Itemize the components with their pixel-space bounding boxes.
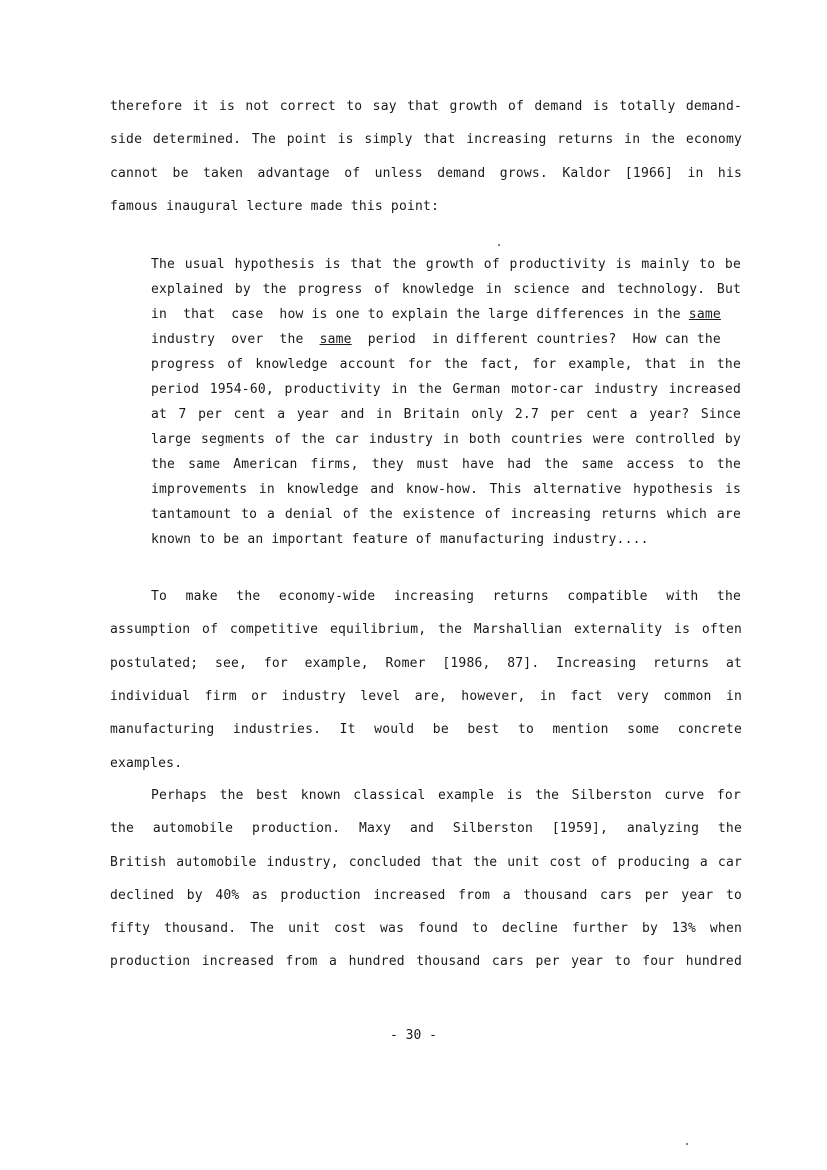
paragraph3-line: declined by 40% as production increased from a thousand cars per year to [110,888,742,903]
paragraph3-line: the automobile production. Maxy and Silberston [1959], analyzing the [110,821,742,836]
quote-line: explained by the progress of knowledge in science and technology. But [151,282,741,297]
quote-line: The usual hypothesis is that the growth of productivity is mainly to be [151,257,741,272]
paragraph3-line: fifty thousand. The unit cost was found to decline further by 13% when [110,921,742,936]
paragraph2-line: To make the economy-wide increasing returns compatible with the [151,589,741,604]
quote-line: known to be an important feature of manufacturing industry.... [151,532,649,547]
quote-line: the same American firms, they must have had the same access to the [151,457,741,472]
page-number: - 30 - [390,1028,437,1043]
paragraph1-line: side determined. The point is simply that increasing returns in the economy [110,132,742,147]
paragraph1-line: therefore it is not correct to say that growth of demand is totally demand- [110,99,742,114]
underlined-word: same [319,332,352,347]
quote-text: in that case how is one to explain the large differences in the [151,307,689,322]
quote-line: at 7 per cent a year and in Britain only 2.7 per cent a year? Since [151,407,741,422]
paragraph3-line: production increased from a hundred thousand cars per year to four hundred [110,954,742,969]
paragraph3-line: British automobile industry, concluded that the unit cost of producing a car [110,855,742,870]
quote-line: improvements in knowledge and know-how. This alternative hypothesis is [151,482,741,497]
underlined-word: same [688,307,721,322]
paragraph2-line: examples. [110,756,183,771]
quote-line: large segments of the car industry in both countries were controlled by [151,432,741,447]
quote-line: progress of knowledge account for the fact, for example, that in the [151,357,741,372]
paragraph2-line: manufacturing industries. It would be best to mention some concrete [110,722,742,737]
quote-line: tantamount to a denial of the existence of increasing returns which are [151,507,741,522]
paragraph1-line: cannot be taken advantage of unless demand grows. Kaldor [1966] in his [110,166,742,181]
paragraph2-line: individual firm or industry level are, however, in fact very common in [110,689,742,704]
paragraph1-line: famous inaugural lecture made this point: [110,199,440,214]
quote-line [151,332,741,348]
quote-text: industry over the [151,332,320,347]
scan-speck [498,244,500,246]
quote-line: period 1954-60, productivity in the German motor-car industry increased [151,382,741,397]
scan-speck [686,1143,688,1145]
paragraph2-line: postulated; see, for example, Romer [1986, 87]. Increasing returns at [110,656,742,671]
quote-line [151,307,741,323]
paragraph2-line: assumption of competitive equilibrium, the Marshallian externality is often [110,622,742,637]
quote-text: period in different countries? How can the [351,332,721,347]
paragraph3-line: Perhaps the best known classical example is the Silberston curve for [151,788,741,803]
